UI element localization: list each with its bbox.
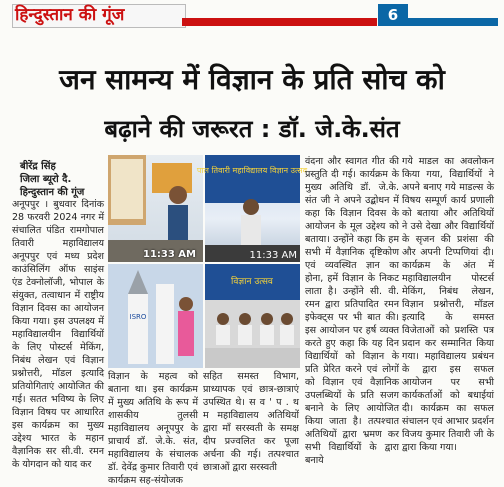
photo-isro-rocket-model — [108, 264, 203, 368]
page-number: 6 — [378, 4, 408, 26]
photo-students-audience — [205, 264, 300, 368]
photo-banner-text-2: विज्ञान उत्सव — [231, 277, 273, 287]
masthead-bar — [182, 18, 377, 26]
article-column-3: सहित समस्त विभाग, प्राध्यापक एवं छात्र-छात्राएं उपस्थित थे। स व ' प . थ म महाविद्यालय अतिथियों द्वारा माँ सरस्वती के समक्ष दीप प्रज्वलित कर पूजा अर्चना की गई। तत्पश्चात छात्राओं द्वारा सरस्वती — [203, 371, 299, 473]
headline-line-2: बढ़ाने की जरूरत : डॉ. जे.के.संत — [104, 115, 400, 143]
article-column-5: गये माडल का अवलोकन किया गया, विद्यार्थियों ने अपने बनाए गये माडल्स के विषय सम्पूर्ण कार्य प्रणाली को बताया और अतिथियों ने उसे देखा और विद्यार्थियों के सृजन की प्रशंसा की और अपनी टिप्पणियां दी। कार्यक्रम के अंत में महाविद्यालयीन पोस्टर्स मेकिंग, निबंध लेखन, विज्ञान प्रश्नोत्तरी, मॉडल इत्यादि के समस्त विजेताओं को प्रशस्ति पत्र प्रदान कर सम्मानित किया गया। महाविद्यालय प्रबंधन के द्वारा इस सफल आयोजन पर सभी कार्यकर्ताओं को बधाईयां दी। कार्यक्रम का सफल संचालन एवं आभार प्रदर्शन विजय कुमार तिवारी जी के द्वारा किया गया। — [402, 156, 494, 453]
article-column-1: अनूपपुर । बुधवार दिनांक 28 फरवरी 2024 नगर में संचालित पंडित रामगोपाल तिवारी महाविद्यालय अनूपपुर एवं मध्य प्रदेश काउंसिलिंग ऑफ साइंस एंड टेक्नोलॉजी, भोपाल के संयुक्त, तत्वाधान में राष्ट्रीय विज्ञान दिवस का आयोजन किया गया। इस उपलक्ष्य में महाविद्यालयीन विद्यार्थियों के लिए पोस्टर्स मेकिंग, निबंध लेखन एवं विज्ञान प्रश्नोत्तरी, मॉडल इत्यादि प्रतियोगिताएं आयोजित की गई। सतत भविष्य के लिए विज्ञान विषय पर आधारित इस कार्यक्रम का मुख्य उद्देश्य भारत के महान वैज्ञानिक सर सी.वी. रमन के योगदान को याद कर — [12, 199, 104, 470]
photo-science-exhibition — [108, 155, 203, 262]
masthead-rule — [408, 18, 498, 26]
headline-line-1: जन सामन्य में विज्ञान के प्रति सोच को — [59, 63, 445, 96]
rocket-label: ISRO — [129, 313, 147, 321]
photo-timestamp-1: 11:33 AM — [142, 249, 196, 260]
photo-speaker-stage — [196, 155, 308, 262]
byline: बीरेंद्र सिंह जिला ब्यूरो दै. हिन्दुस्तान की गूंज — [20, 161, 85, 198]
photo-timestamp-2: 11:33 AM — [249, 250, 297, 261]
article-column-2: विज्ञान के महत्व को बताना था। इस कार्यक्रम में मुख्य अतिथि के रूप में शासकीय तुलसी महाविद्यालय अनूपपुर के प्राचार्य डॉ. जे.के. संत, महाविद्यालय के संचालक डॉ. देवेंद्र कुमार तिवारी एवं कार्यक्रम सह-संयोजक — [108, 371, 198, 486]
photo-banner-text: पाल तिवारी महाविद्यालय विज्ञान उत्सव — [196, 166, 308, 175]
newspaper-name: हिन्दुस्तान की गूंज — [12, 4, 186, 28]
masthead — [12, 4, 492, 28]
article-column-4: वंदना और स्वागत गीत की प्रस्तुति दी गई। कार्यक्रम के मुख्य अतिथि डॉ. जे.के. संत जी ने अपने उद्बोधन में कहा कि विज्ञान दिवस के आयोजन के मूल उद्देश्य को बताया। उन्होंने कहा कि हम सभी में वैज्ञानिक दृष्टिकोण एवं व्यवस्थित ज्ञान का होना, हमें विज्ञान के निकट लाता है। उन्होंने सी. वी. रमन द्वारा प्रतिपादित रमन इफेक्ट्स पर भी बात की। इस आयोजन पर हर्ष व्यक्त करते हुए कहा कि यह दिन विद्यार्थियों को विज्ञान के प्रति प्रेरित करने एवं लोगों को विज्ञान एवं वैज्ञानिक उपलब्धियों के प्रति सजग बनाने के लिए आयोजित किया जाता है। तत्पश्चात अतिथियों द्वारा भ्रमण कर सभी विद्यार्थियों के द्वारा बनाये — [305, 156, 399, 466]
